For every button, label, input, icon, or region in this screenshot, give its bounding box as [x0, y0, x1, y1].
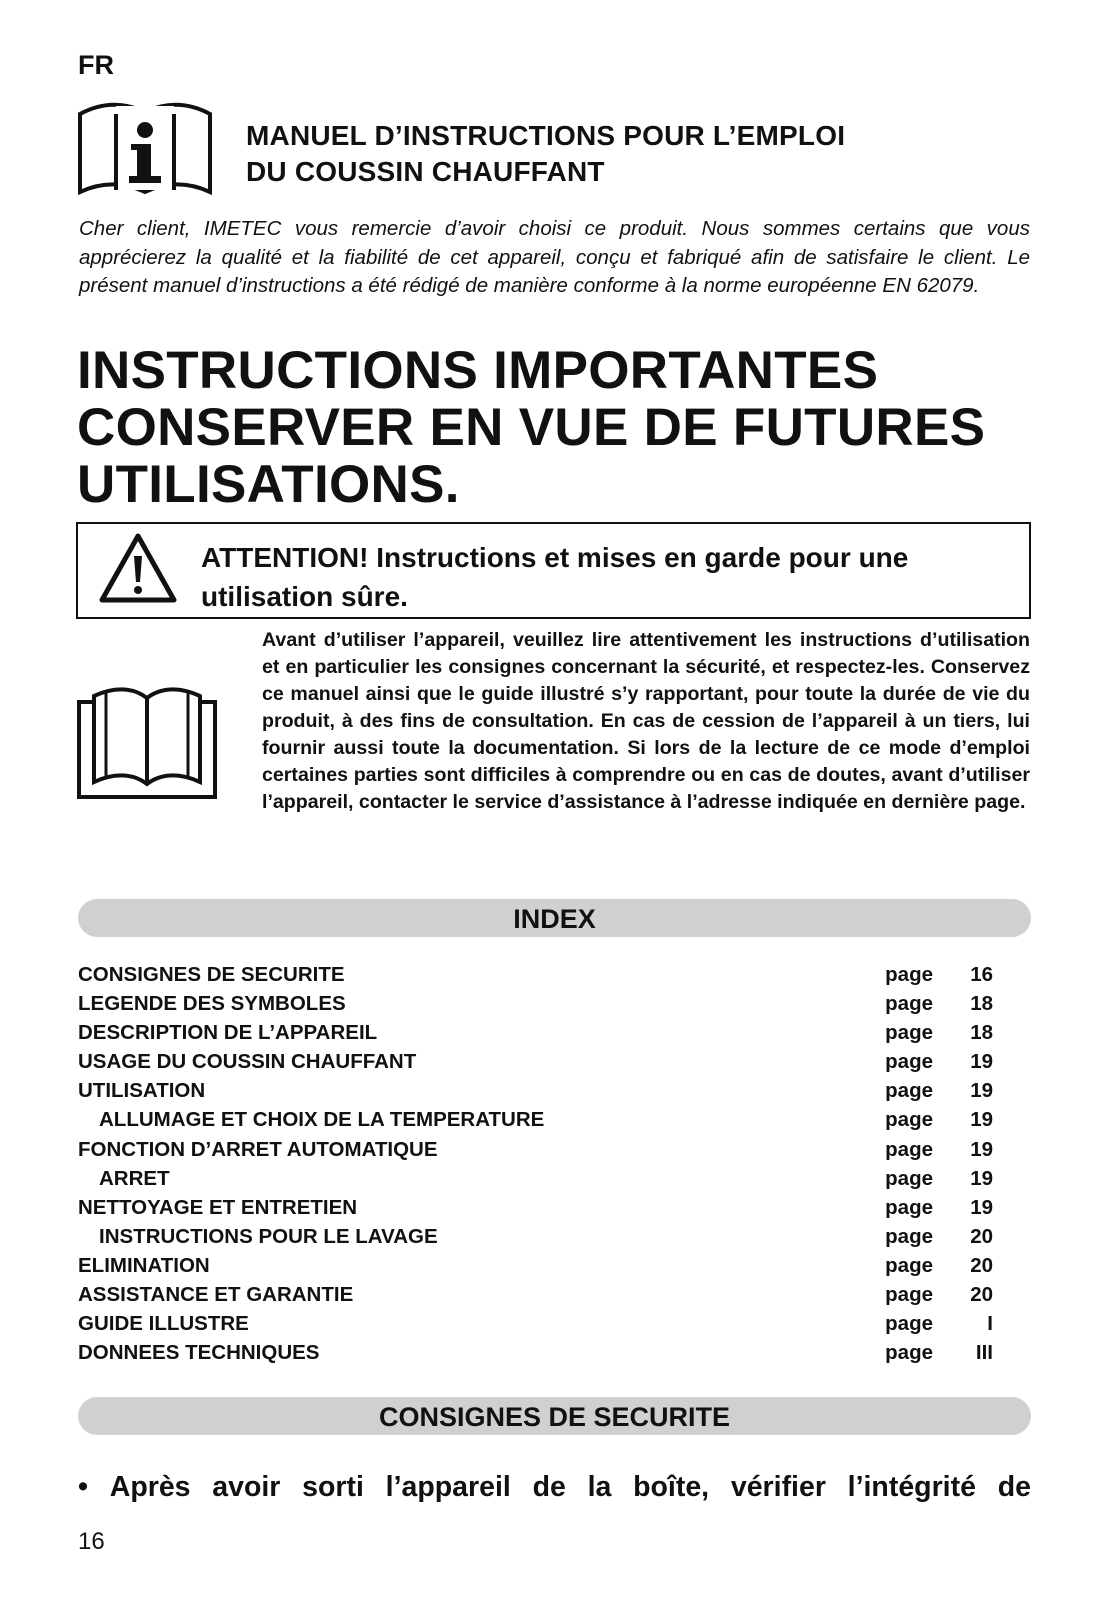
index-entry-label: ARRET	[99, 1166, 170, 1190]
index-entry-page-number: 19	[970, 1079, 993, 1103]
index-entry-page-number: 18	[970, 992, 993, 1016]
index-entry-label: ELIMINATION	[78, 1253, 210, 1277]
notice-paragraph: Avant d’utiliser l’appareil, veuillez lire attentivement les instructions d’utilisation et en particulier les consignes concernant la sécurité, et respectez-les. Conservez ce manuel ainsi que le guide illustré s’y rapportant, pour toute la durée de vie du produit, à des fins de consultation. En cas de cession de l’appareil à un tiers, lui fournir aussi toute la documentation. Si lors de la lecture de ce mode d’emploi certaines parties sont difficiles à comprendre ou en cas de doutes, avant d’utiliser l’appareil, contacter le service d’assistance à l’adresse indiquée en dernière page.	[262, 629, 1030, 813]
security-word: l’intégrité	[847, 1471, 976, 1503]
index-entry	[78, 1105, 993, 1134]
security-word: Après	[109, 1471, 191, 1503]
index-entry	[78, 1076, 993, 1105]
index-entry-label: ALLUMAGE ET CHOIX DE LA TEMPERATURE	[99, 1108, 545, 1132]
security-first-line	[78, 1468, 1031, 1506]
index-entry	[78, 1018, 993, 1047]
warning-text	[201, 538, 908, 616]
page-number: 16	[78, 1528, 105, 1555]
index-entry	[78, 1222, 993, 1251]
security-word: de	[532, 1471, 566, 1503]
warning-triangle-icon	[98, 532, 178, 604]
main-title	[77, 342, 985, 513]
index-list	[78, 960, 993, 1367]
index-entry-label: FONCTION D’ARRET AUTOMATIQUE	[78, 1137, 438, 1161]
index-entry-page-number: III	[975, 1341, 993, 1365]
security-word: avoir	[212, 1471, 281, 1503]
index-entry-label: GUIDE ILLUSTRE	[78, 1312, 249, 1336]
security-word: vérifier	[730, 1471, 826, 1503]
index-entry-page-word: page	[885, 1079, 933, 1103]
index-heading: INDEX	[78, 899, 1031, 937]
index-entry	[78, 1135, 993, 1164]
index-entry-label: INSTRUCTIONS POUR LE LAVAGE	[99, 1224, 438, 1248]
index-entry-page-word: page	[885, 1195, 933, 1219]
open-book-icon	[76, 682, 218, 800]
index-entry-label: DESCRIPTION DE L’APPAREIL	[78, 1021, 378, 1045]
manual-title	[246, 118, 845, 190]
security-word: l’appareil	[385, 1471, 511, 1503]
index-entry-label: CONSIGNES DE SECURITE	[78, 963, 345, 986]
security-word: sorti	[302, 1471, 364, 1503]
index-entry-page-word: page	[885, 1050, 933, 1074]
index-entry-page-word: page	[885, 1021, 933, 1045]
warning-box	[76, 522, 1031, 619]
index-entry-page-word: page	[885, 1253, 933, 1277]
index-entry-page-number: 19	[970, 1166, 993, 1190]
index-entry	[78, 1309, 993, 1338]
index-entry	[78, 1164, 993, 1193]
index-entry-page-number: 19	[970, 1195, 993, 1219]
index-entry	[78, 1280, 993, 1309]
index-entry-page-word: page	[885, 1312, 933, 1336]
main-title-line-1: INSTRUCTIONS IMPORTANTES	[77, 341, 879, 400]
index-entry-page-number: 20	[970, 1224, 993, 1248]
index-entry-page-word: page	[885, 992, 933, 1016]
index-entry	[78, 960, 993, 989]
manual-title-line-1: MANUEL D’INSTRUCTIONS POUR L’EMPLOI	[246, 120, 846, 151]
warning-line-1: ATTENTION! Instructions et mises en garde pour une	[201, 542, 909, 573]
intro-paragraph: Cher client, IMETEC vous remercie d’avoir choisi ce produit. Nous sommes certains que vous apprécierez la qualité et la fiabilité de cet appareil, conçu et fabriqué afin de satisfaire le client. Le présent manuel d’instructions a été rédigé de manière conforme à la norme européenne EN 62079.	[79, 217, 1030, 297]
main-title-line-3: UTILISATIONS.	[77, 455, 460, 514]
index-entry-label: ASSISTANCE ET GARANTIE	[78, 1283, 354, 1307]
security-word: la	[587, 1471, 612, 1503]
index-entry-page-word: page	[885, 1341, 933, 1365]
index-entry-page-word: page	[885, 1108, 933, 1132]
warning-line-2: utilisation sûre.	[201, 581, 408, 612]
index-entry-page-number: 19	[970, 1050, 993, 1074]
index-entry	[78, 1047, 993, 1076]
index-entry-label: DONNEES TECHNIQUES	[78, 1341, 320, 1365]
index-entry-page-number: 19	[970, 1137, 993, 1161]
index-entry-label: UTILISATION	[78, 1079, 206, 1103]
index-entry	[78, 1251, 993, 1280]
index-entry-page-word: page	[885, 1283, 933, 1307]
index-entry-page-word: page	[885, 963, 933, 986]
bullet-marker: •	[78, 1471, 88, 1503]
index-entry-page-number: 20	[970, 1253, 993, 1277]
index-entry-label: LEGENDE DES SYMBOLES	[78, 992, 346, 1016]
main-title-line-2: CONSERVER EN VUE DE FUTURES	[77, 398, 986, 457]
security-word: de	[997, 1471, 1031, 1503]
manual-title-line-2: DU COUSSIN CHAUFFANT	[246, 156, 605, 187]
index-entry-page-number: I	[987, 1312, 993, 1336]
index-entry-page-word: page	[885, 1166, 933, 1190]
index-entry	[78, 1338, 993, 1367]
manual-info-icon	[76, 100, 214, 198]
index-entry-page-number: 18	[970, 1021, 993, 1045]
index-entry-page-word: page	[885, 1224, 933, 1248]
index-entry-label: USAGE DU COUSSIN CHAUFFANT	[78, 1050, 417, 1074]
language-code: FR	[78, 50, 114, 80]
index-entry	[78, 989, 993, 1018]
index-entry-page-word: page	[885, 1137, 933, 1161]
index-entry-page-number: 20	[970, 1283, 993, 1307]
security-heading: CONSIGNES DE SECURITE	[78, 1397, 1031, 1435]
index-entry	[78, 1193, 993, 1222]
security-word: boîte,	[633, 1471, 710, 1503]
index-entry-page-number: 16	[970, 963, 993, 986]
index-entry-page-number: 19	[970, 1108, 993, 1132]
index-entry-label: NETTOYAGE ET ENTRETIEN	[78, 1195, 358, 1219]
